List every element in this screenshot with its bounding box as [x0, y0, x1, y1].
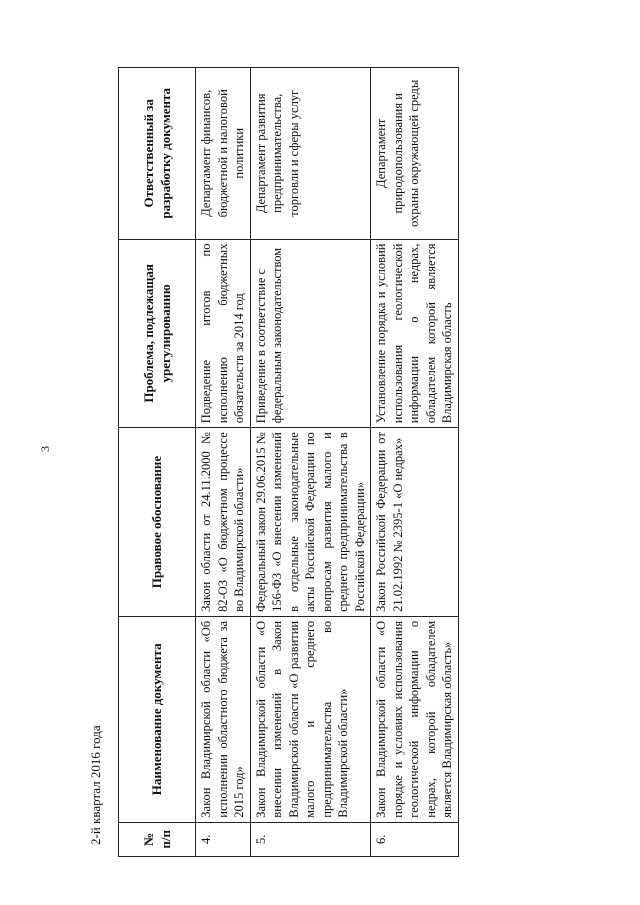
cell-problem: Подведение итогов по исполнению бюджетных обязательств за 2014 год [196, 239, 251, 428]
header-basis: Правовое обоснование [119, 428, 196, 617]
table-row [371, 68, 459, 857]
legislation-plan-table [118, 67, 459, 857]
cell-responsible: Департамент развития предпринимательства, торговли и сферы услуг [250, 68, 371, 240]
cell-name: Закон Владимирской области «О внесении изменений в Закон Владимирской области «О развитии малого и среднего предпринимательства во Владимирской области» [250, 616, 371, 822]
cell-num: 4. [196, 822, 251, 856]
cell-basis: Закон области от 24.11.2000 № 82-ОЗ «О бюджетном процессе во Владимирской области» [196, 428, 251, 617]
cell-responsible: Департамент природопользования и охраны окружающей среды [371, 68, 459, 240]
cell-name: Закон Владимирской области «О порядке и условиях использования геологической информации о недрах, которой обладателем является Владимирская область» [371, 616, 459, 822]
cell-basis: Закон Российской Федерации от 21.02.1992 № 2395-1 «О недрах» [371, 428, 459, 617]
header-name: Наименование документа [119, 616, 196, 822]
table-row [196, 68, 251, 857]
header-responsible: Ответственный за разработку документа [119, 68, 196, 240]
cell-num: 6. [371, 822, 459, 856]
cell-basis: Федеральный закон 29.06.2015 № 156-ФЗ «О внесении изменений в отдельные законодательные акты Российской Федерации по вопросам развития малого и среднего предпринимательства в Российской Федерации» [250, 428, 371, 617]
header-num: № п/п [119, 822, 196, 856]
cell-num: 5. [250, 822, 371, 856]
table-row [250, 68, 371, 857]
cell-problem: Установление порядка и условий использования геологической информации о недрах, обладателем которой является Владимирская область [371, 239, 459, 428]
header-problem: Проблема, подлежащая урегулированию [119, 239, 196, 428]
page-number: 3 [38, 446, 52, 452]
cell-responsible: Департамент финансов, бюджетной и налоговой политики [196, 68, 251, 240]
table-header-row [119, 68, 196, 857]
cell-name: Закон Владимирской области «Об исполнении областного бюджета за 2015 год» [196, 616, 251, 822]
cell-problem: Приведение в соответствие с федеральным законодательством [250, 239, 371, 428]
quarter-label: 2-й квартал 2016 года [88, 725, 103, 845]
